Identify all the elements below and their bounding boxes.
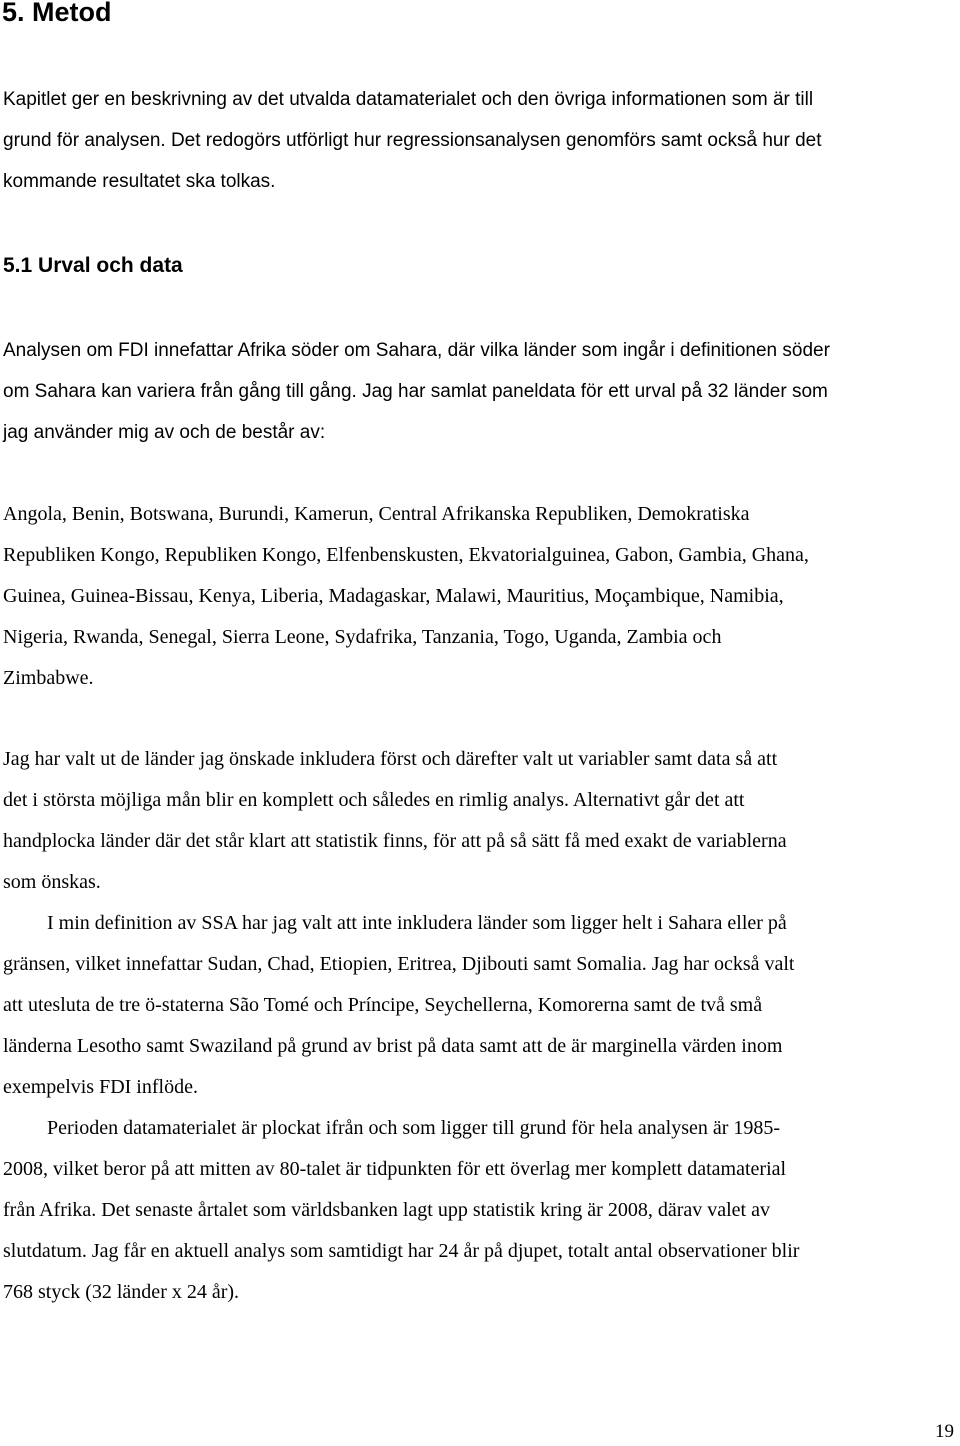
chapter-title: 5. Metod	[2, 0, 112, 27]
paragraph-line: länderna Lesotho samt Swaziland på grund av brist på data samt att de är marginella värden inom	[3, 1035, 783, 1057]
paragraph-line: Analysen om FDI innefattar Afrika söder om Sahara, där vilka länder som ingår i definitionen söder	[3, 340, 830, 361]
paragraph-line: jag använder mig av och de består av:	[3, 422, 326, 443]
country-list-line: Guinea, Guinea-Bissau, Kenya, Liberia, Madagaskar, Malawi, Mauritius, Moçambique, Namibia,	[3, 585, 784, 607]
paragraph-line: om Sahara kan variera från gång till gång. Jag har samlat paneldata för ett urval på 32 länder som	[3, 381, 828, 402]
country-list-line: Angola, Benin, Botswana, Burundi, Kamerun, Central Afrikanska Republiken, Demokratiska	[3, 503, 750, 525]
paragraph-line: exempelvis FDI inflöde.	[3, 1076, 198, 1098]
section-title: 5.1 Urval och data	[3, 254, 183, 277]
paragraph-line: som önskas.	[3, 871, 101, 893]
country-list-line: Zimbabwe.	[3, 667, 94, 689]
paragraph-line: 768 styck (32 länder x 24 år).	[3, 1281, 240, 1303]
paragraph-line: gränsen, vilket innefattar Sudan, Chad, Etiopien, Eritrea, Djibouti samt Somalia. Jag har också valt	[3, 953, 795, 975]
paragraph-line: I min definition av SSA har jag valt att inte inkludera länder som ligger helt i Sahara eller på	[47, 912, 787, 934]
paragraph-line: Jag har valt ut de länder jag önskade inkludera först och därefter valt ut variabler samt data så att	[3, 748, 778, 770]
paragraph-line: att utesluta de tre ö-staterna São Tomé och Príncipe, Seychellerna, Komorerna samt de två små	[3, 994, 763, 1016]
country-list-line: Republiken Kongo, Republiken Kongo, Elfenbenskusten, Ekvatorialguinea, Gabon, Gambia, Ghana,	[3, 544, 809, 566]
country-list-paragraph	[3, 494, 958, 699]
intro-line: Kapitlet ger en beskrivning av det utvalda datamaterialet och den övriga informationen som är till	[3, 89, 814, 110]
section-paragraph-2	[3, 739, 958, 1313]
paragraph-line: 2008, vilket beror på att mitten av 80-talet är tidpunkten för ett överlag mer komplett datamaterial	[3, 1158, 787, 1180]
paragraph-line: Perioden datamaterialet är plockat ifrån och som ligger till grund för hela analysen är 1985-	[47, 1117, 781, 1139]
page-number: 19	[935, 1421, 954, 1442]
paragraph-line: handplocka länder där det står klart att statistik finns, för att på så sätt få med exakt de variablerna	[3, 830, 787, 852]
chapter-intro-paragraph	[3, 79, 958, 202]
intro-line: kommande resultatet ska tolkas.	[3, 171, 276, 192]
paragraph-line: slutdatum. Jag får en aktuell analys som samtidigt har 24 år på djupet, totalt antal observationer blir	[3, 1240, 800, 1262]
paragraph-line: från Afrika. Det senaste årtalet som världsbanken lagt upp statistik kring är 2008, därav valet av	[3, 1199, 770, 1221]
section-paragraph-1	[3, 330, 958, 453]
intro-line: grund för analysen. Det redogörs utförligt hur regressionsanalysen genomförs samt också hur det	[3, 130, 822, 151]
paragraph-line: det i största möjliga mån blir en komplett och således en rimlig analys. Alternativt går det att	[3, 789, 745, 811]
country-list-line: Nigeria, Rwanda, Senegal, Sierra Leone, Sydafrika, Tanzania, Togo, Uganda, Zambia och	[3, 626, 722, 648]
